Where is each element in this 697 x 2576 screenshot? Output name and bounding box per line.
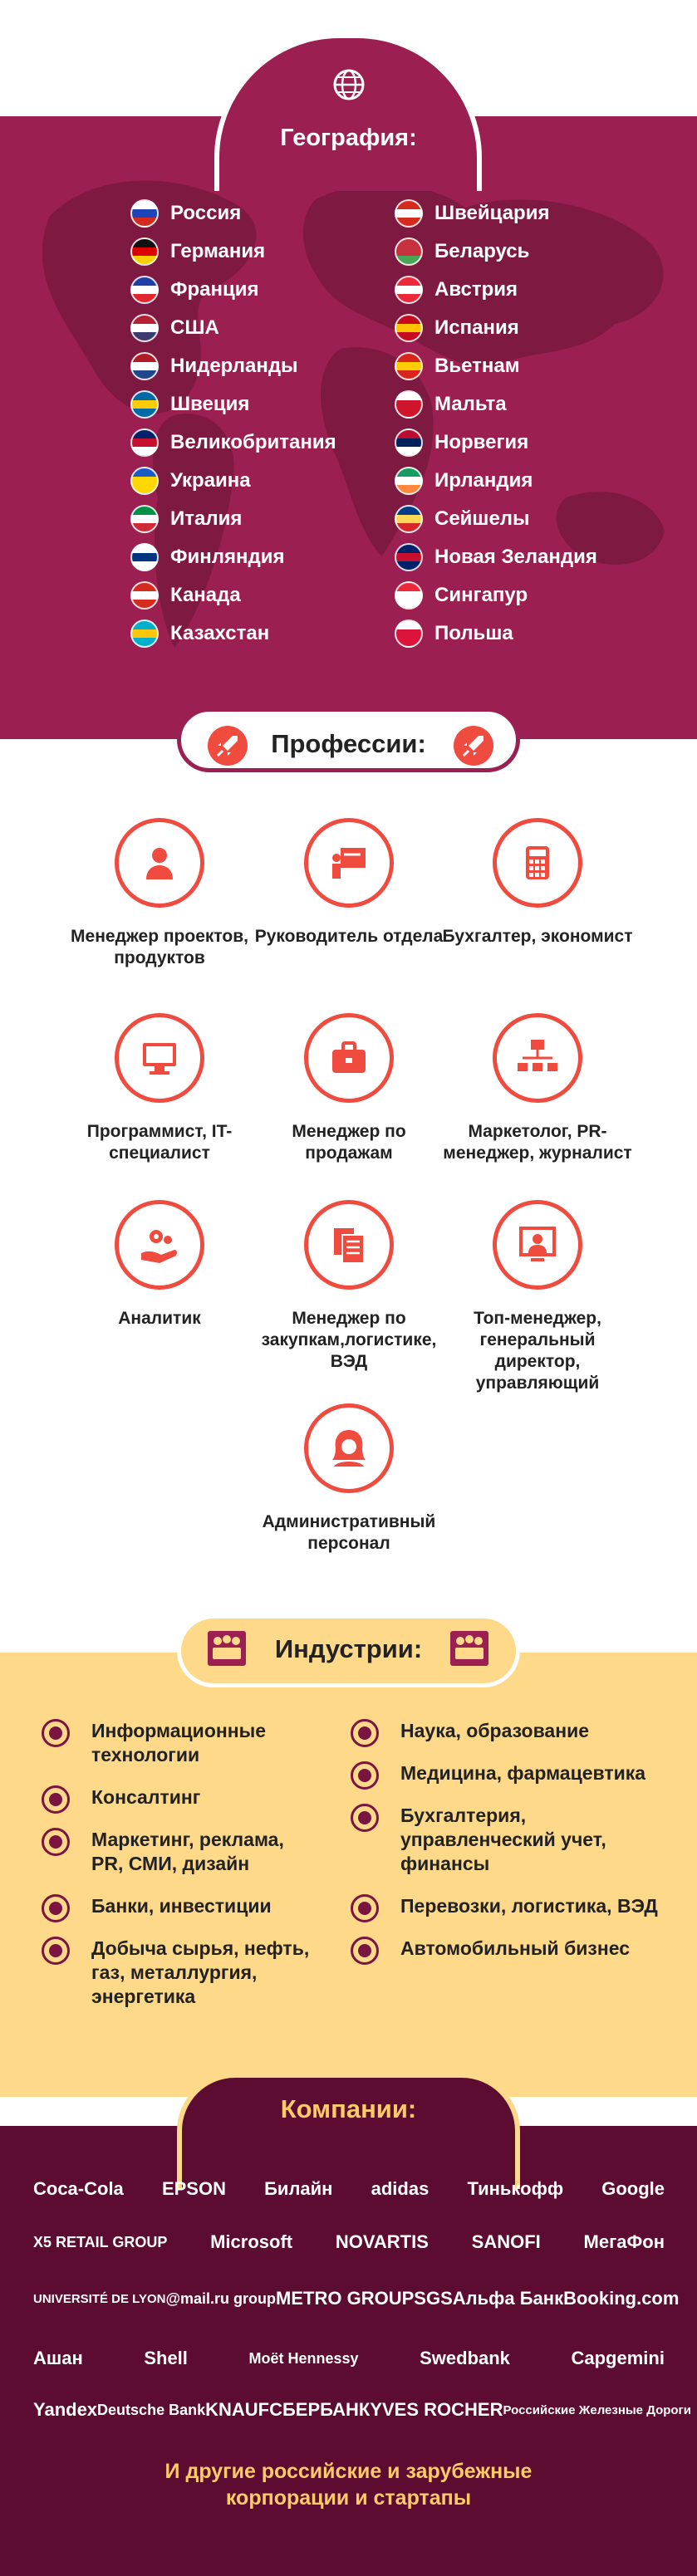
country-item xyxy=(395,462,597,500)
manager-icon xyxy=(115,818,204,908)
profession-marketer xyxy=(442,1013,633,1164)
industry-item xyxy=(351,1894,666,1918)
company-logo xyxy=(33,2348,83,2369)
country-label: США xyxy=(170,316,219,339)
country-item xyxy=(130,615,336,653)
bullet-icon xyxy=(42,1785,70,1814)
company-logo xyxy=(336,2231,429,2253)
company-name: adidas xyxy=(371,2178,429,2199)
company-name: Microsoft xyxy=(210,2231,293,2252)
company-logo xyxy=(264,2178,332,2200)
industry-label: Маркетинг, реклама, PR, СМИ, дизайн xyxy=(91,1829,284,1874)
flag-icon xyxy=(395,620,423,648)
bullet-icon xyxy=(42,1937,70,1965)
country-item xyxy=(130,424,336,462)
company-logo xyxy=(165,2290,276,2308)
industry-item xyxy=(351,1804,666,1876)
country-item xyxy=(395,347,597,385)
industry-label: Добыча сырья, нефть, газ, металлургия, энергетика xyxy=(91,1937,310,2007)
country-item xyxy=(130,385,336,424)
company-logo xyxy=(414,2288,452,2309)
industry-label: Автомобильный бизнес xyxy=(400,1937,631,1959)
company-name: @mail.ru group xyxy=(165,2290,277,2307)
company-logo xyxy=(97,2402,205,2419)
country-label: Россия xyxy=(170,202,242,224)
company-logo xyxy=(33,2399,97,2421)
logo-row xyxy=(33,2224,665,2260)
industry-item xyxy=(42,1828,316,1876)
company-name: Coca-Cola xyxy=(33,2178,124,2199)
country-item xyxy=(130,462,336,500)
company-name: METRO GROUP xyxy=(276,2288,415,2309)
documents-icon xyxy=(304,1200,394,1290)
country-item xyxy=(130,309,336,347)
company-name: KNAUF xyxy=(205,2399,270,2420)
flag-icon xyxy=(395,276,423,304)
profession-label: Аналитик xyxy=(118,1309,201,1328)
company-name: Capgemini xyxy=(571,2348,665,2368)
country-item xyxy=(130,233,336,271)
logo-row xyxy=(33,2392,692,2428)
company-logo xyxy=(371,2178,429,2200)
company-name: Booking.com xyxy=(563,2288,680,2309)
companies-footer xyxy=(0,2458,697,2511)
country-label: Великобритания xyxy=(170,431,336,453)
profession-accountant xyxy=(442,818,633,948)
computer-icon xyxy=(115,1013,204,1103)
country-label: Швейцария xyxy=(434,202,550,224)
flag-icon xyxy=(130,467,159,495)
profession-label: Административный персонал xyxy=(262,1512,436,1553)
company-logo xyxy=(453,2288,563,2309)
company-name: Yandex xyxy=(33,2399,98,2420)
country-label: Беларусь xyxy=(434,240,530,262)
geography-title-tab xyxy=(214,33,482,191)
flag-icon xyxy=(395,352,423,380)
globe-icon xyxy=(332,68,366,101)
flag-icon xyxy=(130,505,159,533)
country-item xyxy=(130,271,336,309)
industry-item xyxy=(42,1719,316,1767)
country-label: Сейшелы xyxy=(434,507,530,530)
industries-title: Индустрии: xyxy=(274,1634,423,1663)
country-item xyxy=(130,576,336,615)
country-label: Канада xyxy=(170,584,241,606)
country-label: Норвегия xyxy=(434,431,529,453)
country-label: Сингапур xyxy=(434,584,528,606)
industry-label: Информационные технологии xyxy=(91,1720,267,1765)
country-item xyxy=(395,424,597,462)
country-item xyxy=(395,385,597,424)
profession-admin-staff xyxy=(253,1403,444,1555)
profession-label: Программист, IT-специалист xyxy=(86,1122,233,1163)
company-logo xyxy=(467,2178,563,2200)
company-name: Альфа Банк xyxy=(452,2288,564,2309)
industry-label: Банки, инвестиции xyxy=(91,1895,272,1917)
company-logo xyxy=(472,2231,541,2253)
flag-icon xyxy=(395,581,423,610)
country-list-left xyxy=(130,194,336,653)
company-name: СБЕРБАНК xyxy=(269,2399,371,2420)
profession-label: Менеджер по продажам xyxy=(292,1122,406,1163)
flag-icon xyxy=(130,314,159,342)
company-logo xyxy=(584,2231,665,2253)
country-label: Казахстан xyxy=(170,622,270,644)
profession-top-manager xyxy=(442,1200,633,1394)
company-logo xyxy=(33,2234,167,2251)
briefcase-icon xyxy=(304,1013,394,1103)
company-name: Deutsche Bank xyxy=(97,2401,206,2418)
flag-icon xyxy=(395,390,423,419)
company-logo xyxy=(276,2288,414,2309)
flag-icon xyxy=(395,429,423,457)
country-item xyxy=(130,194,336,233)
bullet-icon xyxy=(351,1719,379,1747)
company-name: Билайн xyxy=(264,2178,333,2199)
country-label: Италия xyxy=(170,507,243,530)
bullet-icon xyxy=(351,1937,379,1965)
industry-item xyxy=(351,1719,666,1743)
country-label: Новая Зеландия xyxy=(434,546,597,568)
company-logo xyxy=(503,2403,691,2417)
country-label: Украина xyxy=(170,469,251,492)
company-logo xyxy=(601,2178,665,2200)
country-label: Германия xyxy=(170,240,266,262)
company-logo xyxy=(248,2350,358,2368)
company-logo xyxy=(210,2231,292,2253)
flag-icon xyxy=(395,238,423,266)
company-name: NOVARTIS xyxy=(335,2231,429,2252)
company-name: SGS xyxy=(414,2288,453,2309)
bullet-icon xyxy=(42,1894,70,1922)
flag-icon xyxy=(395,314,423,342)
country-label: Нидерланды xyxy=(170,355,298,377)
company-name: Shell xyxy=(144,2348,188,2368)
flag-icon xyxy=(130,238,159,266)
industry-label: Перевозки, логистика, ВЭД xyxy=(400,1895,658,1917)
country-label: Мальта xyxy=(434,393,507,415)
flag-icon xyxy=(130,581,159,610)
logo-row xyxy=(33,2340,665,2377)
country-item xyxy=(130,347,336,385)
company-logo xyxy=(33,2292,165,2306)
company-logo xyxy=(33,2178,124,2200)
bullet-icon xyxy=(351,1761,379,1790)
professions-title: Профессии: xyxy=(271,729,426,758)
industry-item xyxy=(42,1785,316,1810)
country-item xyxy=(395,233,597,271)
profession-label: Бухгалтер, экономист xyxy=(442,927,633,946)
industry-item xyxy=(42,1937,316,2009)
country-label: Швеция xyxy=(170,393,250,415)
bullet-icon xyxy=(42,1828,70,1856)
company-name: Российские Железные Дороги xyxy=(503,2402,692,2417)
country-item xyxy=(395,309,597,347)
profession-label: Менеджер по закупкам,логистике, ВЭД xyxy=(261,1309,437,1371)
flag-icon xyxy=(130,276,159,304)
country-label: Испания xyxy=(434,316,519,339)
bullet-icon xyxy=(351,1804,379,1832)
company-name: МегаФон xyxy=(583,2231,665,2252)
country-label: Австрия xyxy=(434,278,518,301)
company-name: X5 RETAIL GROUP xyxy=(33,2233,168,2250)
country-item xyxy=(395,576,597,615)
company-name: Ашан xyxy=(33,2348,83,2368)
network-icon xyxy=(493,1013,582,1103)
flag-icon xyxy=(130,429,159,457)
profession-sales-manager xyxy=(253,1013,444,1164)
logo-row xyxy=(33,2171,665,2207)
country-label: Ирландия xyxy=(434,469,533,492)
company-name: EPSON xyxy=(161,2178,226,2199)
industry-label: Бухгалтерия, управленческий учет, финансы xyxy=(400,1805,606,1874)
country-label: Финляндия xyxy=(170,546,285,568)
bullet-icon xyxy=(42,1719,70,1747)
profession-project-manager xyxy=(64,818,255,969)
flag-icon xyxy=(130,199,159,228)
country-item xyxy=(395,500,597,538)
logo-row xyxy=(33,2280,680,2317)
company-logo xyxy=(269,2399,370,2421)
company-logo xyxy=(370,2399,503,2421)
profession-label: Топ-менеджер, генеральный директор, управляющий xyxy=(474,1309,601,1393)
director-icon xyxy=(493,1200,582,1290)
profession-head-of-department xyxy=(253,818,444,948)
flag-icon xyxy=(395,505,423,533)
company-logo xyxy=(144,2348,188,2369)
company-name: SANOFI xyxy=(471,2231,541,2252)
presentation-icon xyxy=(304,818,394,908)
flag-icon xyxy=(395,467,423,495)
country-item xyxy=(395,271,597,309)
companies-footer-text: И другие российские и зарубежные корпорации и стартапы xyxy=(164,2460,533,2510)
industry-label: Наука, образование xyxy=(400,1720,590,1741)
flag-icon xyxy=(130,390,159,419)
profession-label: Маркетолог, PR-менеджер, журналист xyxy=(443,1122,632,1163)
industry-item xyxy=(351,1937,666,1961)
flag-icon xyxy=(395,199,423,228)
country-item xyxy=(395,538,597,576)
flag-icon xyxy=(130,620,159,648)
industry-label: Консалтинг xyxy=(91,1786,201,1808)
industry-list-left xyxy=(42,1719,316,2009)
profession-purchasing-manager xyxy=(253,1200,444,1373)
company-name: Swedbank xyxy=(420,2348,510,2368)
calculator-icon xyxy=(493,818,582,908)
geography-section xyxy=(0,0,697,739)
profession-label: Менеджер проектов, продуктов xyxy=(71,927,248,967)
company-logo xyxy=(205,2399,269,2421)
country-label: Вьетнам xyxy=(434,355,520,377)
country-item xyxy=(395,194,597,233)
company-name: Google xyxy=(601,2178,665,2199)
company-name: Тинькофф xyxy=(467,2178,564,2199)
profession-label: Руководитель отдела xyxy=(254,927,444,946)
industry-label: Медицина, фармацевтика xyxy=(400,1762,646,1784)
industry-item xyxy=(351,1761,666,1785)
bullet-icon xyxy=(351,1894,379,1922)
assistant-icon xyxy=(304,1403,394,1493)
company-logo xyxy=(563,2288,679,2309)
flag-icon xyxy=(395,543,423,571)
country-item xyxy=(395,615,597,653)
industry-item xyxy=(42,1894,316,1918)
profession-programmer xyxy=(64,1013,255,1164)
companies-title: Компании: xyxy=(280,2094,417,2123)
company-name: UNIVERSITÉ DE LYON xyxy=(33,2291,166,2306)
company-logo xyxy=(162,2178,226,2200)
country-item xyxy=(130,500,336,538)
company-logo xyxy=(572,2348,665,2369)
flag-icon xyxy=(130,352,159,380)
company-name: Moët Hennessy xyxy=(248,2349,359,2367)
profession-analyst xyxy=(64,1200,255,1330)
company-logo xyxy=(420,2348,510,2369)
country-label: Франция xyxy=(170,278,259,301)
company-name: YVES ROCHER xyxy=(370,2399,503,2420)
flag-icon xyxy=(130,543,159,571)
country-item xyxy=(130,538,336,576)
geography-title: География: xyxy=(280,125,417,151)
industry-list-right xyxy=(351,1719,666,1961)
country-list-right xyxy=(395,194,597,653)
gears-hand-icon xyxy=(115,1200,204,1290)
country-label: Польша xyxy=(434,622,513,644)
